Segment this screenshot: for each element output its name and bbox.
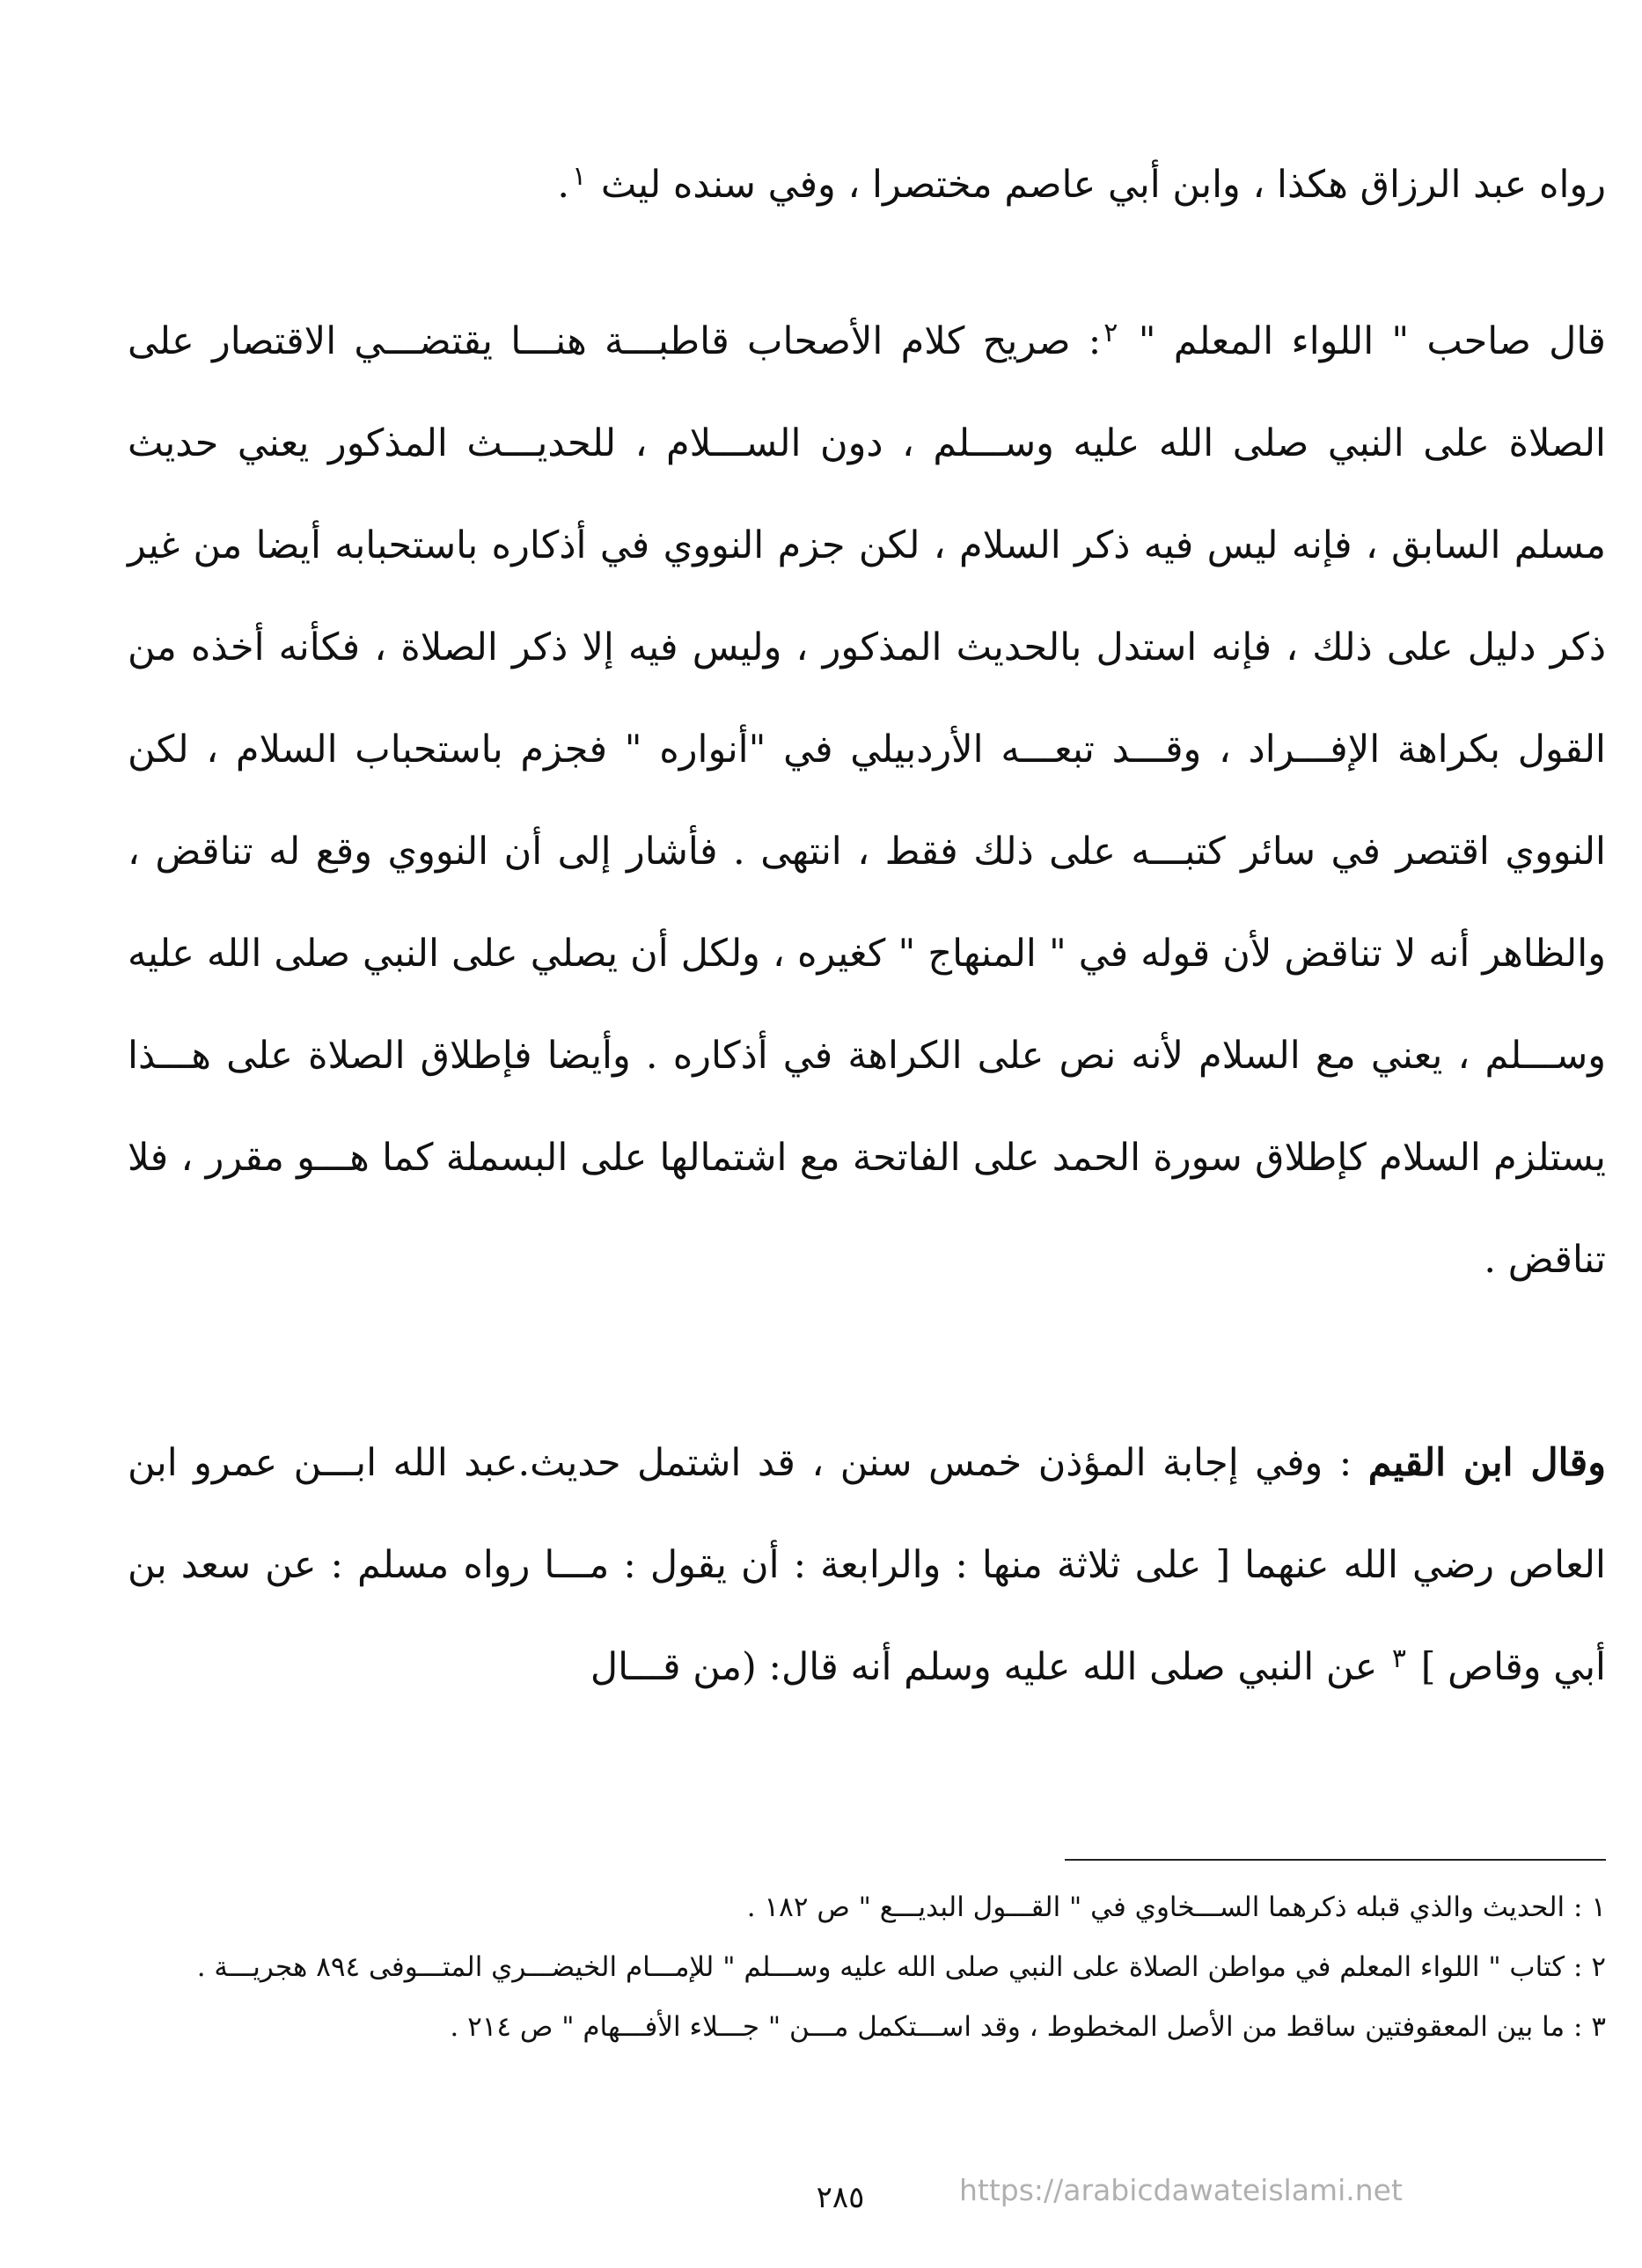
footnote-1-number: ١ : bbox=[1573, 1891, 1606, 1923]
footnote-ref-2: ٢ bbox=[1103, 318, 1118, 348]
paragraph-1 bbox=[128, 134, 1606, 236]
paragraph-2 bbox=[128, 290, 1606, 1311]
footnote-1-text: الحديث والذي قبله ذكرهما الســـخاوي في " القـــول البديـــع " ص ١٨٢ . bbox=[746, 1891, 1565, 1923]
watermark-url: https://arabicdawateislami.net bbox=[959, 2173, 1403, 2207]
paragraph-3-text-before: : وفي إجابة المؤذن خمس سنن ، قد اشتمل حديث.عبد الله ابـــن عمرو ابن العاص رضي الله عنهما [ على ثلاثة منها : والرابعة : أن يقول : مـــا رواه مسلم : عن سعد بن أبي وقاص ] bbox=[128, 1441, 1606, 1689]
paragraph-3-text-after: عن النبي صلى الله عليه وسلم أنه قال: (من قـــال bbox=[590, 1645, 1378, 1689]
footnotes bbox=[128, 1881, 1606, 2060]
paragraph-1-text: رواه عبد الرزاق هكذا ، وابن أبي عاصم مختصرا ، وفي سنده ليث bbox=[600, 163, 1606, 207]
paragraph-3-body bbox=[128, 1412, 1606, 1718]
footnote-separator bbox=[1065, 1859, 1606, 1861]
footnote-1 bbox=[128, 1881, 1606, 1934]
footnote-ref-1: ١ bbox=[572, 161, 587, 192]
paragraph-2-text: : صريح كلام الأصحاب قاطبـــة هنـــا يقتضـــي الاقتصار على الصلاة على النبي صلى الله عليه وســـلم ، دون الســـلام ، للحديـــث المذكور يعني حديث مسلم السابق ، فإنه ليس فيه ذكر السلام ، لكن جزم النووي في أذكاره باستحبابه أيضا من غير ذكر دليل على ذلك ، فإنه استدل بالحديث المذكور ، وليس فيه إلا ذكر الصلاة ، فكأنه أخذه من القول بكراهة الإفـــراد ، وقـــد تبعـــه الأردبيلي في "أنواره " فجزم باستحباب السلام ، لكن النووي اقتصر في سائر كتبـــه على ذلك فقط ، انتهى . فأشار إلى أن النووي وقع له تناقض ، والظاهر أنه لا تناقض لأن قوله في " المنهاج " كغيره ، ولكل أن يصلي على النبي صلى الله عليه وســـلم ، يعني مع السلام لأنه نص على الكراهة في أذكاره . وأيضا فإطلاق الصلاة على هـــذا يستلزم السلام كإطلاق سورة الحمد على الفاتحة مع اشتمالها على البسملة كما هـــو مقرر ، فلا تناقض . bbox=[128, 319, 1606, 1282]
footnote-3-text: ما بين المعقوفتين ساقط من الأصل المخطوط ، وقد اســـتكمل مـــن " جـــلاء الأفـــهام " ص ٢١٤ . bbox=[450, 2011, 1565, 2043]
paragraph-1-line bbox=[128, 134, 1606, 236]
paragraph-1-end: . bbox=[557, 163, 570, 207]
paragraph-2-body bbox=[128, 290, 1606, 1311]
paragraph-3-lead: وقال ابن القيم bbox=[1367, 1441, 1606, 1485]
footnote-3-number: ٣ : bbox=[1573, 2011, 1606, 2043]
footnote-2-number: ٢ : bbox=[1573, 1951, 1606, 1983]
footnote-ref-3: ٣ bbox=[1391, 1643, 1407, 1674]
footnote-2-text: كتاب " اللواء المعلم في مواطن الصلاة على النبي صلى الله عليه وســـلم " للإمـــام الخيضـــري المتـــوفى ٨٩٤ هجريـــة . bbox=[196, 1951, 1565, 1983]
paragraph-3 bbox=[128, 1412, 1606, 1718]
paragraph-2-lead: قال صاحب " اللواء المعلم " bbox=[1138, 319, 1606, 363]
footnote-3 bbox=[128, 2001, 1606, 2053]
page-number: ٢٨٥ bbox=[816, 2180, 865, 2215]
footnote-2 bbox=[128, 1941, 1606, 1994]
